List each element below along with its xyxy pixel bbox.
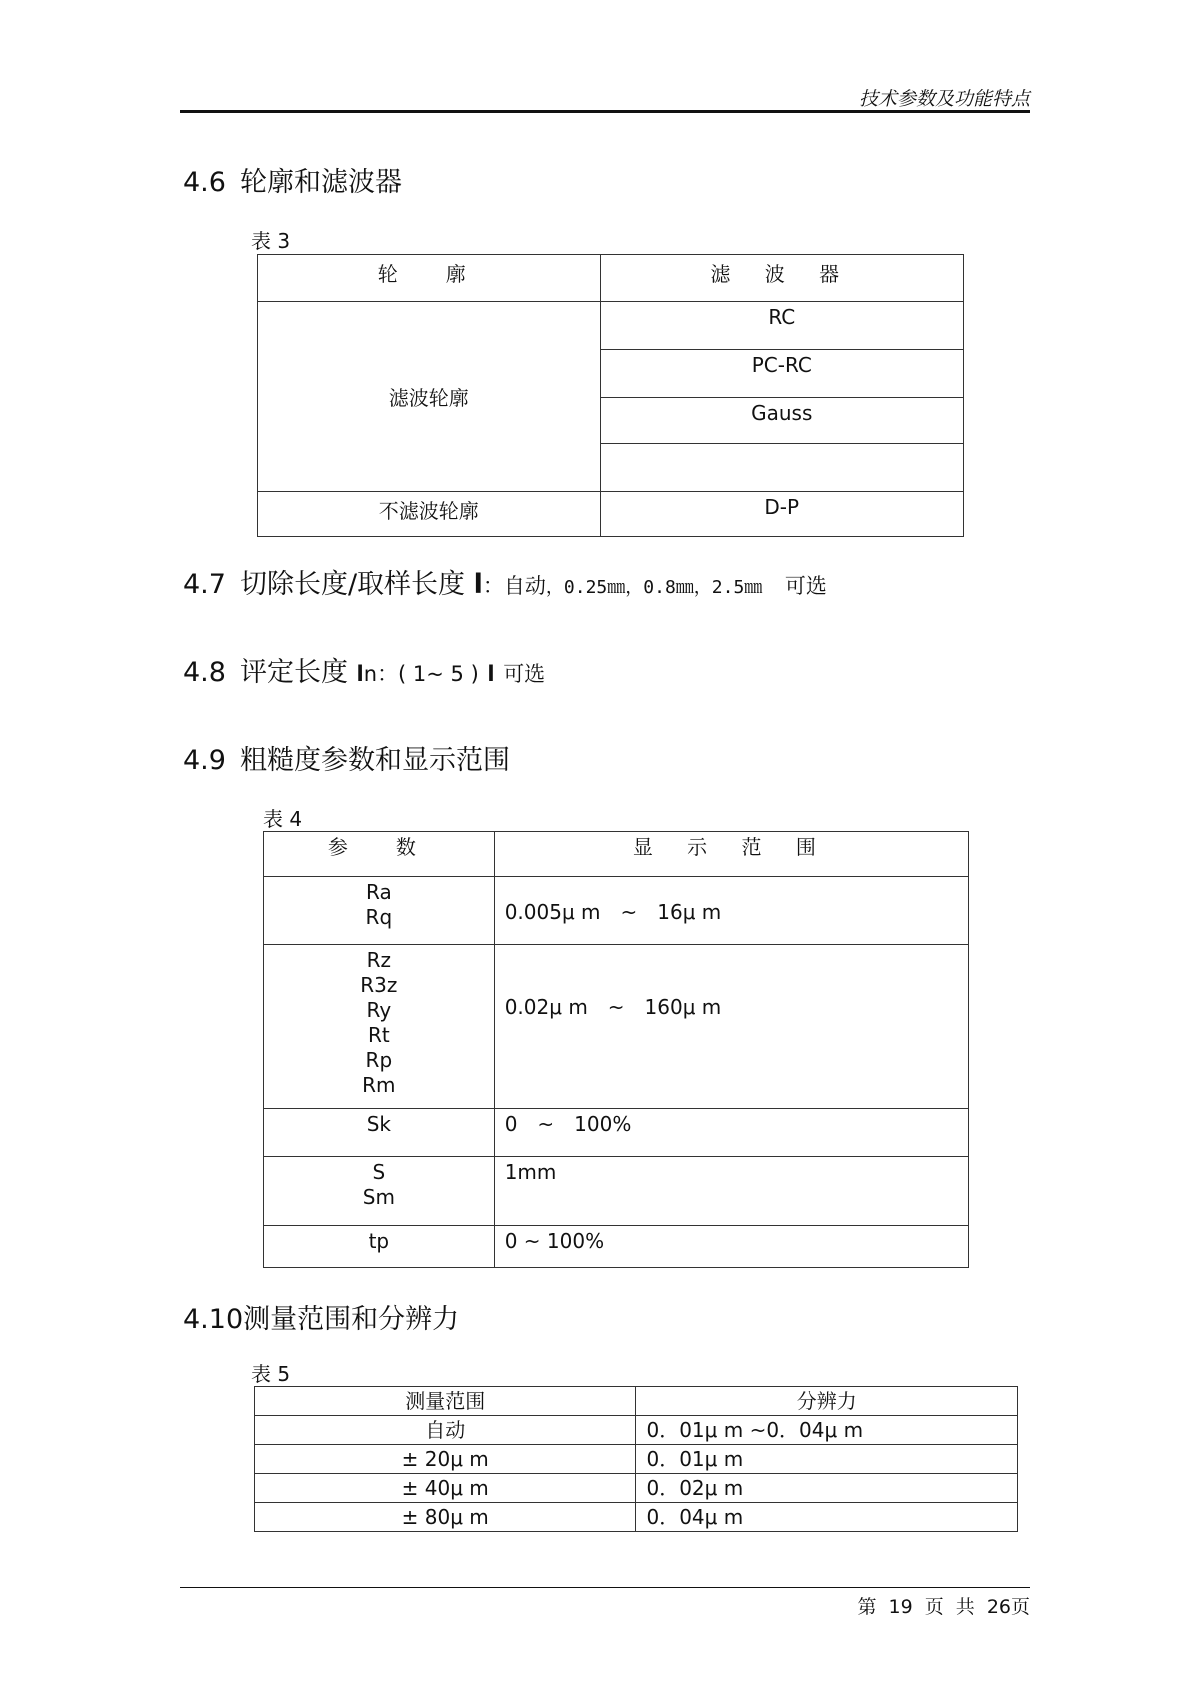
filter-cell: RC <box>600 302 963 350</box>
length-symbol: l <box>473 569 483 600</box>
length-symbol-2: l <box>487 662 495 686</box>
param-name: Ry <box>366 998 392 1022</box>
length-subscript: n <box>363 662 378 686</box>
param-name: Rp <box>365 1048 393 1072</box>
section-number: 4.8 <box>183 657 226 688</box>
section-4-6-heading <box>183 160 402 199</box>
section-4-10-heading <box>183 1297 459 1336</box>
resolution-cell: 0．01μ m ~0．04μ m <box>636 1416 1018 1445</box>
unfiltered-profile-cell: 不滤波轮廓 <box>258 492 601 537</box>
param-name: Rq <box>365 905 393 929</box>
filter-cell: D-P <box>600 492 963 537</box>
param-name: R3z <box>360 973 398 997</box>
section-4-8-heading <box>183 650 545 689</box>
section-title: 轮廓和滤波器 <box>239 167 402 198</box>
range-cell: 0.005μ m ~ 16μ m <box>494 877 968 945</box>
filtered-profile-cell: 滤波轮廓 <box>258 302 601 492</box>
param-cell <box>264 1226 495 1268</box>
table-5 <box>254 1386 1018 1532</box>
length-range: ：( 1~ 5 ) <box>377 662 479 686</box>
optional-label: 可选 <box>503 662 546 686</box>
table-4-caption: 表 4 <box>263 807 303 831</box>
header-title: 技术参数及功能特点 <box>858 88 1030 110</box>
range-cell: 0 ~ 100% <box>494 1109 968 1157</box>
footer-rule <box>180 1587 1030 1588</box>
resolution-cell: 0．04μ m <box>636 1503 1018 1532</box>
range-cell: 1mm <box>494 1157 968 1226</box>
param-name: tp <box>368 1229 390 1253</box>
param-name: Rz <box>366 948 392 972</box>
param-name: Rm <box>362 1073 396 1097</box>
range-cell: 0.02μ m ~ 160μ m <box>494 945 968 1109</box>
section-number: 4.6 <box>183 167 226 198</box>
param-cell <box>264 1109 495 1157</box>
table-3-header-filter: 滤 波 器 <box>600 255 963 302</box>
range-cell: 0 ~ 100% <box>494 1226 968 1268</box>
section-4-9-heading <box>183 738 510 777</box>
table-4 <box>263 831 969 1268</box>
param-cell <box>264 1157 495 1226</box>
filter-cell <box>600 444 963 492</box>
param-cell <box>264 877 495 945</box>
resolution-cell: 0．02μ m <box>636 1474 1018 1503</box>
param-name: Sm <box>362 1185 395 1209</box>
length-symbol: l <box>356 662 364 686</box>
section-title: 切除长度/取样长度 <box>239 569 466 600</box>
page-footer: 第 19 页 共 26页 <box>857 1596 1030 1618</box>
table-5-header-range: 测量范围 <box>255 1387 636 1416</box>
auto-label: 自动 <box>503 574 546 598</box>
param-name: Rt <box>367 1023 390 1047</box>
param-name: S <box>372 1160 386 1184</box>
table-5-header-resolution: 分辨力 <box>636 1387 1018 1416</box>
param-cell <box>264 945 495 1109</box>
section-number: 4.9 <box>183 745 226 776</box>
table-3-caption: 表 3 <box>251 229 291 253</box>
section-number: 4.7 <box>183 569 226 600</box>
filter-cell: Gauss <box>600 398 963 444</box>
section-4-7-heading <box>183 562 827 601</box>
section-title: 评定长度 <box>239 657 348 688</box>
cutoff-options: ，0.25㎜，0.8㎜，2.5㎜ <box>545 577 763 598</box>
section-number: 4.10 <box>183 1304 244 1335</box>
optional-label: 可选 <box>784 574 827 598</box>
table-5-caption: 表 5 <box>251 1362 291 1386</box>
separator: ： <box>482 574 504 598</box>
param-name: Ra <box>365 880 392 904</box>
measure-range-cell: ± 40μ m <box>255 1474 636 1503</box>
resolution-cell: 0．01μ m <box>636 1445 1018 1474</box>
measure-range-cell: ± 20μ m <box>255 1445 636 1474</box>
table-4-header-params: 参 数 <box>264 832 495 877</box>
header-rule <box>180 110 1030 113</box>
section-title: 测量范围和分辨力 <box>243 1304 460 1335</box>
section-title: 粗糙度参数和显示范围 <box>239 745 510 776</box>
measure-range-cell: ± 80μ m <box>255 1503 636 1532</box>
param-name: Sk <box>366 1112 391 1136</box>
table-4-header-range: 显 示 范 围 <box>494 832 968 877</box>
filter-cell: PC-RC <box>600 350 963 398</box>
table-3-header-profile: 轮 廓 <box>258 255 601 302</box>
measure-range-cell: 自动 <box>255 1416 636 1445</box>
table-3 <box>257 254 964 537</box>
